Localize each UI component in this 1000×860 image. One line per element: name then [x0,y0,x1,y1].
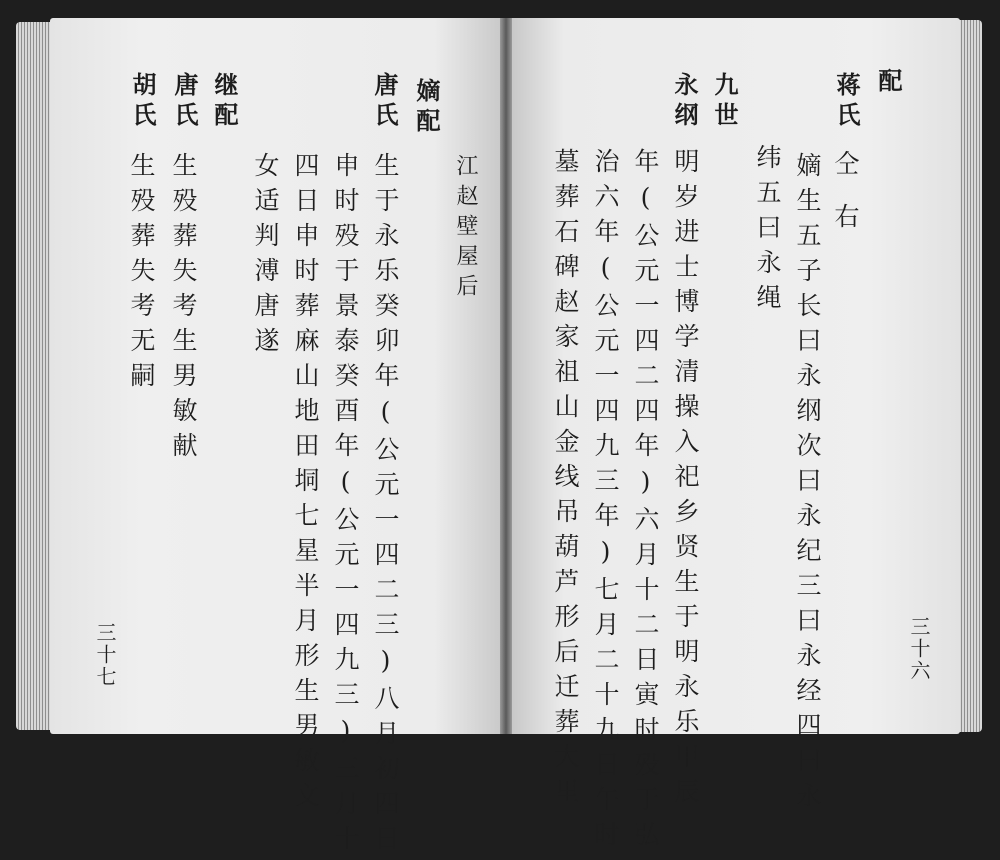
heading-hu-shi: 胡氏 [128,72,156,132]
heading-yong-gang: 永纲 [670,72,698,132]
text-column-r2: 纬五曰永绳 [753,144,782,319]
book-gutter [500,18,512,734]
text-column-1-note: 江赵壁屋后 [453,154,478,304]
page-edges-left [16,22,54,730]
heading-tang-shi-first: 唐氏 [370,72,398,132]
text-column-5: 女适判溥唐遂 [251,152,280,362]
page-number-right: 三十六 [907,616,931,682]
text-column-2: 生于永乐癸卯年(公元一四二三)八月初四日 [371,152,400,860]
text-column-tang-shi-second: 生殁葬失考生男敏献 [169,152,198,467]
text-column-r5: 治六年(公元一四九三年)七月二十九日午时 [591,148,620,856]
heading-jiu-shi: 九世 [710,72,738,132]
text-same-as-right: 仝右 [831,150,860,256]
heading-pei: 配 [874,68,902,98]
text-column-r6: 墓葬石碑赵家祖山金线吊葫芦形后迁葬大里 [551,148,580,813]
text-column-r3: 明岁进士博学清操入祀乡贤生于明永乐甲辰 [671,148,700,813]
page-number-left: 三十七 [93,622,117,688]
heading-di-pei: 嫡配 [412,78,440,138]
heading-jiang-shi: 蒋氏 [832,72,860,132]
text-column-r1: 嫡生五子长曰永纲次曰永纪三曰永经四曰永 [793,152,822,817]
text-column-r4: 年(公元一四二四年)六月十二日寅时殁于弘 [631,148,660,856]
text-column-3: 申时殁于景泰癸酉年(公元一四九三)三月十 [331,152,360,860]
text-column-4: 四日申时葬麻山地田垌七星半月形生男敏文 [291,152,320,817]
text-column-hu-shi: 生殁葬失考无嗣 [127,152,156,397]
heading-ji-pei: 继配 [210,72,238,132]
heading-tang-shi-second: 唐氏 [170,72,198,132]
